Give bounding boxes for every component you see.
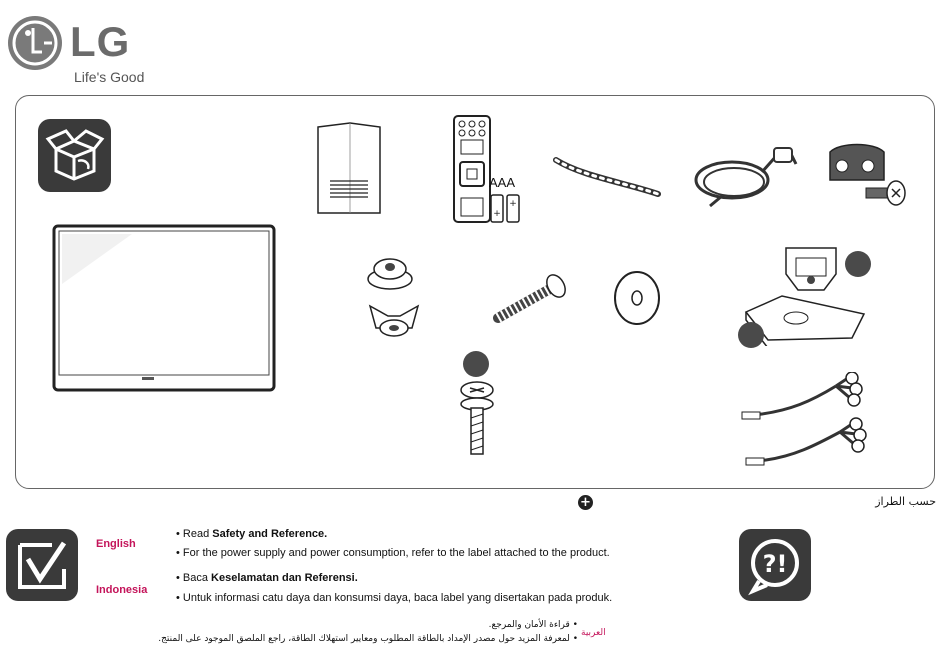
remote-control-icon	[452, 114, 492, 224]
arabic-note-line2: • لمعرفة المزيد حول مصدر الإمداد بالطاقة المطلوب ومعايير استهلاك الطاقة، راجع الملصق الموجود على المنتج.	[158, 634, 578, 644]
cable-tie-icon	[552, 152, 664, 204]
stand-body-icon	[782, 244, 840, 294]
plus-icon	[578, 495, 593, 510]
svg-text:?!: ?!	[762, 550, 788, 578]
brand-logo	[6, 14, 166, 89]
brand-slogan: Life's Good	[74, 69, 145, 85]
battery-icon	[489, 192, 521, 224]
package-contents-icon	[38, 119, 111, 192]
tv-illustration	[52, 224, 276, 394]
english-note-bold: Safety and Reference.	[212, 528, 328, 540]
power-cord-icon	[692, 140, 802, 212]
svg-text:+: +	[509, 199, 517, 209]
lang-label-indonesia: Indonesia	[96, 584, 148, 596]
model-note: حسب الطراز	[875, 495, 936, 508]
indonesia-note-line1	[176, 572, 358, 584]
lang-label-arabic: العربية	[581, 628, 606, 638]
stand-bolt-icon	[490, 270, 572, 328]
brand-name: LG	[70, 18, 131, 65]
part-c-marker	[463, 351, 489, 377]
washer-icon	[612, 270, 662, 326]
stand-screw-icon	[456, 378, 498, 458]
indonesia-note-line2: • Untuk informasi catu daya dan konsumsi daya, baca label yang disertakan pada produk.	[176, 592, 613, 604]
english-note-line1	[176, 528, 327, 540]
part-b-marker	[738, 322, 764, 348]
lg-face-icon	[6, 14, 64, 72]
wall-mount-cap-icon	[364, 255, 416, 293]
indonesia-note-bold: Keselamatan dan Referensi.	[211, 572, 358, 584]
help-icon	[739, 529, 811, 601]
screw-icon	[862, 178, 908, 210]
component-cable-icon	[744, 416, 870, 468]
checklist-icon	[6, 529, 78, 601]
battery-label: AAA	[489, 175, 516, 190]
arabic-note-line1: • قراءة الأمان والمرجع.	[488, 620, 578, 630]
svg-text:+: +	[493, 209, 501, 219]
indonesia-note-prefix: • Baca	[176, 572, 212, 584]
manual-icon	[316, 121, 382, 216]
english-note-line2: • For the power supply and power consumption, refer to the label attached to the product.	[176, 547, 610, 559]
wing-nut-icon	[366, 298, 422, 346]
part-a-marker	[845, 251, 871, 277]
english-note-prefix: • Read	[176, 528, 213, 540]
plus-symbol: +	[580, 495, 591, 510]
lang-label-english: English	[96, 538, 136, 550]
